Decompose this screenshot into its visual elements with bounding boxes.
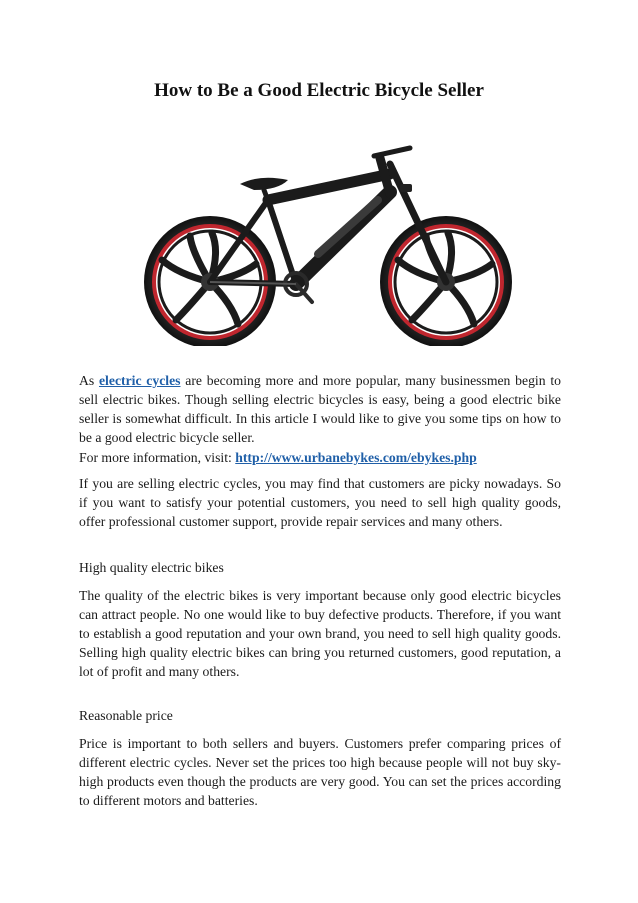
handlebar bbox=[374, 148, 410, 156]
intro-prefix: As bbox=[79, 373, 99, 388]
paragraph-text: The quality of the electric bikes is very important because only good electric bicycles can attract people. No one would like to buy defective products. Therefore, if you want to establish a good reputation and your own brand, you need to sell high quality goods. Selling high quality electric bikes can bring you returned customers, good reputation, a lot of profit and many others. bbox=[79, 588, 561, 679]
paragraph-picky-customers bbox=[79, 474, 561, 531]
more-info-prefix: For more information, visit: bbox=[79, 450, 236, 465]
urbanebykes-link[interactable]: http://www.urbanebykes.com/ebykes.php bbox=[235, 450, 477, 465]
heading-reasonable-price: Reasonable price bbox=[79, 708, 173, 723]
paragraph-reasonable-price bbox=[79, 734, 561, 810]
battery-pack bbox=[318, 200, 378, 254]
electric-cycles-link[interactable]: electric cycles bbox=[98, 373, 181, 388]
saddle bbox=[240, 178, 288, 190]
heading-high-quality: High quality electric bikes bbox=[79, 560, 224, 575]
paragraph-high-quality bbox=[79, 586, 561, 681]
more-info-line bbox=[79, 448, 561, 467]
electric-bike-image bbox=[128, 134, 526, 346]
intro-paragraph bbox=[79, 371, 561, 447]
intro-text: are becoming more and more popular, many businessmen begin to sell electric bikes. Though selling electric bicycles is easy, being a good electric bike seller is somewhat difficult. In this article I would like to give you some tips on how to be a good electric bicycle seller. bbox=[79, 373, 561, 445]
paragraph-text: If you are selling electric cycles, you may find that customers are picky nowadays. So if you want to satisfy your potential customers, you need to sell high quality goods, offer professional customer support, provide repair services and many others. bbox=[79, 476, 561, 529]
paragraph-text: Price is important to both sellers and buyers. Customers prefer comparing prices of different electric cycles. Never set the prices too high because people will not buy sky-high products even though the products are very good. You can set the prices according to different motors and batteries. bbox=[79, 736, 561, 808]
document-title: How to Be a Good Electric Bicycle Seller bbox=[154, 80, 484, 101]
headlight bbox=[400, 184, 412, 192]
